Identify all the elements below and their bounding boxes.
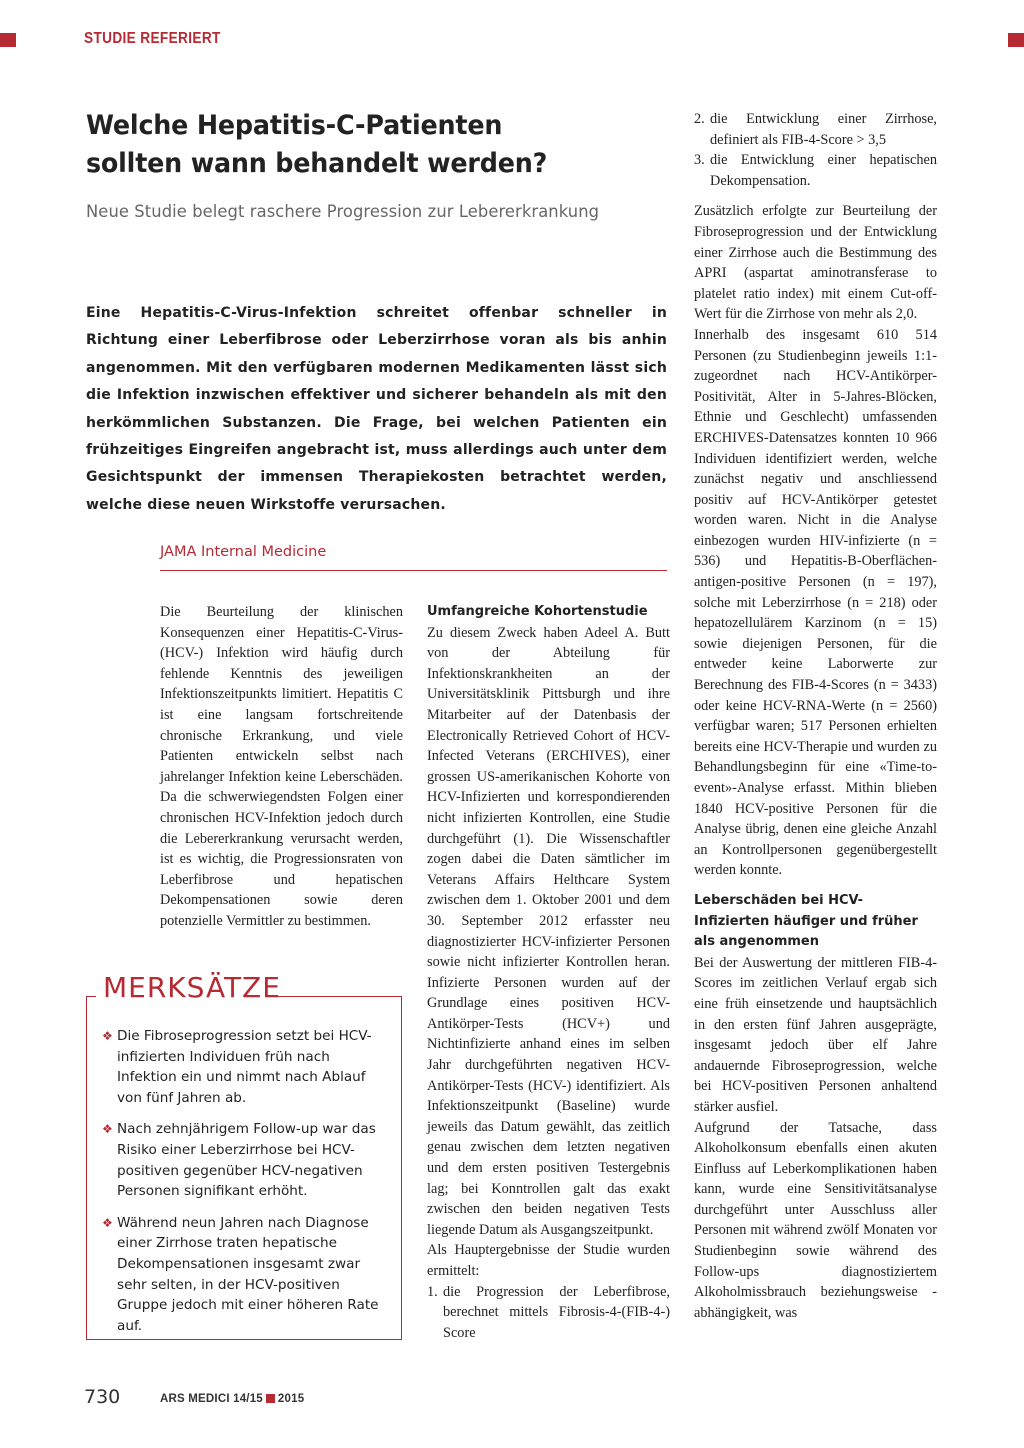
header-square-right	[1008, 33, 1024, 47]
diamond-bullet-icon: ❖	[102, 1215, 113, 1230]
section-heading-line: Infizierten häufiger und früher	[694, 913, 918, 929]
list-text: die Entwicklung einer Zirrhose, definiert als FIB-4-Score > 3,5	[710, 111, 937, 148]
article-source: JAMA Internal Medicine	[160, 544, 327, 560]
body-column-2	[427, 602, 670, 1343]
results-list-item	[694, 150, 937, 191]
section-heading: Umfangreiche Kohortenstudie	[427, 604, 648, 619]
merksaetze-item	[102, 1213, 392, 1337]
journal-name: ARS MEDICI 14/15	[160, 1393, 263, 1405]
section-heading-line: Leberschäden bei HCV-	[694, 892, 864, 908]
section-heading	[694, 891, 937, 953]
merksaetze-item	[102, 1026, 392, 1108]
diamond-bullet-icon: ❖	[102, 1029, 113, 1043]
merksaetze-title: MERKSÄTZE	[103, 971, 281, 1004]
article-title	[86, 107, 650, 183]
list-number: 1.	[427, 1283, 438, 1300]
paragraph: Aufgrund der Tatsache, dass Alkoholkonsum ebenfalls einen akuten Einfluss auf Leberkomplikationen haben kann, wurde eine Sensitivitätsanalyse durchgeführt unter Ausschluss aller Personen mit während zwölf Monaten vor Studienbeginn sowie während des Follow-ups diagnostiziertem Alkoholmissbrauch beziehungsweise -abhängigkeit, was	[694, 1119, 937, 1321]
list-text: die Entwicklung einer hepatischen Dekompensation.	[710, 152, 937, 189]
results-list-continued	[694, 109, 937, 191]
results-list-item	[694, 109, 937, 150]
article-subtitle: Neue Studie belegt raschere Progression zur Lebererkrankung	[86, 202, 600, 222]
merksaetze-border-top-left	[86, 996, 96, 997]
list-text: die Progression der Leberfibrose, berechnet mittels Fibrosis-4-(FIB-4-) Score	[443, 1283, 670, 1341]
section-heading-line: als angenommen	[694, 934, 819, 950]
source-divider	[160, 570, 667, 571]
merksaetze-item-text: Während neun Jahren nach Diagnose einer Zirrhose traten hepatische Dekompensationen insgesamt zwar sehr selten, in der HCV-positiven Gruppe jedoch mit einer höheren Rate auf.	[117, 1214, 379, 1334]
results-list-item	[427, 1282, 670, 1344]
merksaetze-item	[102, 1119, 392, 1201]
header-square-left	[0, 33, 16, 47]
body-column-1	[160, 602, 403, 932]
paragraph: Zu diesem Zweck haben Adeel A. Butt von der Abteilung für Infektionskrankheiten an der Universitätsklinik Pittsburgh und ihre Mitarbeiter auf der Datenbasis der Electronically Retrieved Cohort of HCV-Infected Veterans (ERCHIVES), einer grossen US-amerikanischen Kohorte von HCV-Infizierten und korrespondierenden nicht infizierten Kontrollen, eine Studie durchgeführt (1). Die Wissenschaftler zogen dabei die Daten sämtlicher im Veterans Affairs Helthcare System zwischen dem 1. Oktober 2001 und dem 30. September 2012 erfasster neu diagnostizierter HCV-infizierter Personen sowie nicht infizierter Kontrollen heran. Infizierte Personen wurden auf der Grundlage eines positiven HCV-Antikörper-Tests (HCV+) und Nichtinfizierte anhand eines im selben Jahr durchgeführten negativen HCV-Antikörper-Tests (HCV-) identifiziert. Als Infektionszeitpunkt (Baseline) wurde jeweils das Datum gewählt, das zeitlich genau zwischen dem letzten negativen und dem ersten positiven Testergebnis lag; bei Konntrollen galt das exakt zwischen den beiden negativen Tests liegende Datum als Ausgangszeitpunkt.	[427, 624, 670, 1238]
diamond-bullet-icon: ❖	[102, 1122, 113, 1137]
page-number: 730	[84, 1386, 121, 1408]
merksaetze-item-text: Die Fibroseprogression setzt bei HCV-infizierten Individuen früh nach Infektion ein und nimmt nach Ablauf von fünf Jahren ab.	[117, 1028, 372, 1106]
merksaetze-list	[102, 1026, 392, 1347]
footer-journal	[160, 1393, 304, 1405]
article-title-line-1: Welche Hepatitis-C-Patienten	[86, 110, 503, 141]
section-label: STUDIE REFERIERT	[84, 30, 221, 47]
list-number: 3.	[694, 152, 705, 169]
footer-square	[266, 1394, 275, 1403]
article-title-line-2: sollten wann behandelt werden?	[86, 148, 548, 179]
paragraph: Die Beurteilung der klinischen Konsequenzen einer Hepatitis-C-Virus- (HCV-) Infektion wird häufig durch fehlende Kenntnis des jeweiligen Infektionszeitpunkts limitiert. Hepatitis C ist eine langsam fortschreitende chronische Erkrankung, und viele Patienten entwickeln selbst nach jahrelanger Infektion keine Leberschäden. Da die schwerwiegendsten Folgen einer chronischen HCV-Infektion jedoch durch die Lebererkrankung verursacht werden, ist es wichtig, die Progressionsraten von Leberfibrose und hepatischen Dekompensationen sowie deren potenzielle Vermittler zu bestimmen.	[160, 604, 403, 929]
results-list	[427, 1282, 670, 1344]
paragraph: Bei der Auswertung der mittleren FIB-4-Scores im zeitlichen Verlauf ergab sich eine früh einsetzende und hauptsächlich in den ersten fünf Jahren ausgeprägte, insgesamt jedoch über elf Jahre andauernde Fibroseprogression, welche bei HCV-positiven Personen anhaltend stärker ausfiel.	[694, 954, 937, 1115]
journal-year: 2015	[277, 1393, 305, 1405]
merksaetze-item-text: Nach zehnjährigem Follow-up war das Risiko einer Leberzirrhose bei HCV-positiven gegenüber HCV-negativen Personen signifikant erhöht.	[117, 1121, 376, 1200]
paragraph: Innerhalb des insgesamt 610 514 Personen (zu Studienbeginn jeweils 1:1-zugeordnet nach HCV-Antikörper-Positivität, Alter in 5-Jahres-Blöcken, Ethnie und Geschlecht) umfassenden ERCHIVES-Datensatzes konnten 10 966 Individuen identifiziert werden, welche zunächst negativ und anschliessend positiv auf HCV-Antikörper getestet worden waren. Nicht in die Analyse einbezogen wurden HIV-infizierte (n = 536) und Hepatitis-B-Oberflächen-antigen-positive Personen (n = 197), solche mit Leberzirrhose (n = 218) oder hepatozellulärem Karzinom (n = 15) sowie diejenigen Personen, für die entweder keine Laborwerte zur Berechnung des FIB-4-Scores (n = 3433) oder keine HCV-RNA-Werte (n = 2560) verfügbar waren; 517 Personen erhielten bereits eine HCV-Therapie und wurden zu Behandlungsbeginn für eine «Time-to-event»-Analyse erfasst. Mithin blieben 1840 HCV-positive Personen für die Analyse übrig, denen eine gleiche Anzahl an Kontrollpersonen gegenübergestellt werden konnte.	[694, 326, 937, 879]
list-number: 2.	[694, 111, 705, 127]
paragraph: Zusätzlich erfolgte zur Beurteilung der Fibroseprogression und der Entwicklung einer Zirrhose auch die Bestimmung des APRI (aspartat aminotransferase to platelet ratio index) mit einem Cut-off-Wert für die Zirrhose von mehr als 2,0.	[694, 203, 937, 323]
merksaetze-border-top-right	[270, 996, 402, 997]
article-lead: Eine Hepatitis-C-Virus-Infektion schreitet offenbar schneller in Richtung einer Leberfibrose oder Leberzirrhose voran als bis anhin angenommen. Mit den verfügbaren modernen Medikamenten lässt sich die Infektion inzwischen effektiver und sicherer behandeln als mit den herkömmlichen Substanzen. Die Frage, bei welchen Patienten ein frühzeitiges Eingreifen angebracht ist, muss allerdings auch unter dem Gesichtspunkt der immensen Therapiekosten betrachtet werden, welche diese neuen Wirkstoffe verursachen.	[86, 305, 667, 513]
body-column-3	[694, 109, 937, 1323]
paragraph: Als Hauptergebnisse der Studie wurden ermittelt:	[427, 1242, 670, 1279]
